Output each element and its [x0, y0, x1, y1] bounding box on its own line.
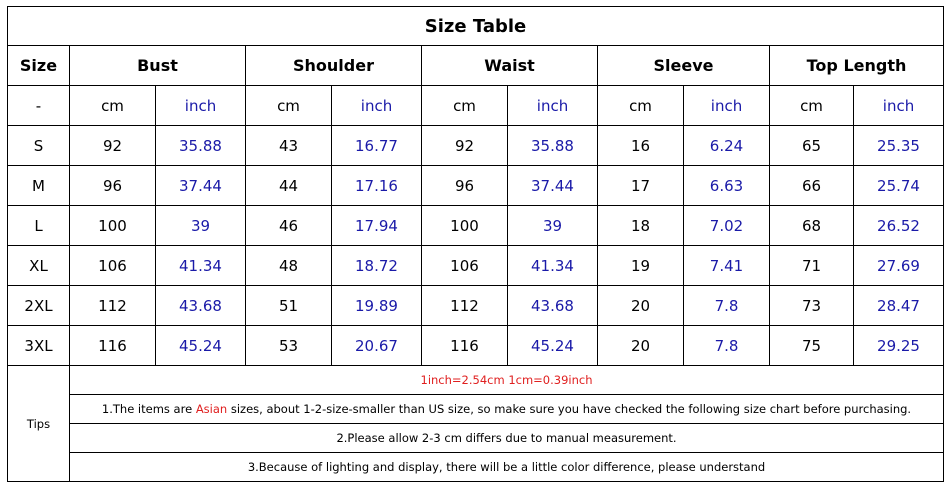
unit-inch: inch: [854, 86, 944, 126]
size-cell: XL: [8, 246, 70, 286]
sleeve-inch-cell: 7.8: [684, 286, 770, 326]
sleeve-inch-cell: 7.8: [684, 326, 770, 366]
sleeve-cm-cell: 18: [598, 206, 684, 246]
length-inch-cell: 26.52: [854, 206, 944, 246]
unit-size: -: [8, 86, 70, 126]
sleeve-cm-cell: 19: [598, 246, 684, 286]
conversion-note: 1inch=2.54cm 1cm=0.39inch: [70, 366, 944, 395]
bust-cm-cell: 106: [70, 246, 156, 286]
header-size: Size: [8, 46, 70, 86]
header-waist: Waist: [422, 46, 598, 86]
length-cm-cell: 65: [770, 126, 854, 166]
header-shoulder: Shoulder: [246, 46, 422, 86]
bust-cm-cell: 96: [70, 166, 156, 206]
sleeve-cm-cell: 20: [598, 286, 684, 326]
waist-cm-cell: 116: [422, 326, 508, 366]
tip-1-highlight: Asian: [195, 402, 228, 416]
waist-inch-cell: 45.24: [508, 326, 598, 366]
table-row: [8, 126, 944, 166]
tips-row: [8, 453, 944, 482]
sleeve-cm-cell: 16: [598, 126, 684, 166]
sleeve-inch-cell: 6.63: [684, 166, 770, 206]
shoulder-cm-cell: 44: [246, 166, 332, 206]
tip-1-before: 1.The items are: [101, 402, 196, 416]
tip-3: 3.Because of lighting and display, there will be a little color difference, please understand: [70, 453, 944, 482]
sleeve-cm-cell: 17: [598, 166, 684, 206]
waist-inch-cell: 43.68: [508, 286, 598, 326]
shoulder-inch-cell: 20.67: [332, 326, 422, 366]
size-table: [7, 6, 944, 482]
bust-inch-cell: 37.44: [156, 166, 246, 206]
length-cm-cell: 75: [770, 326, 854, 366]
table-row: [8, 166, 944, 206]
length-inch-cell: 25.35: [854, 126, 944, 166]
header-sleeve: Sleeve: [598, 46, 770, 86]
length-inch-cell: 28.47: [854, 286, 944, 326]
shoulder-cm-cell: 46: [246, 206, 332, 246]
bust-cm-cell: 100: [70, 206, 156, 246]
unit-inch: inch: [508, 86, 598, 126]
shoulder-cm-cell: 48: [246, 246, 332, 286]
tips-row: [8, 366, 944, 395]
length-inch-cell: 27.69: [854, 246, 944, 286]
bust-cm-cell: 92: [70, 126, 156, 166]
table-row: [8, 326, 944, 366]
bust-inch-cell: 45.24: [156, 326, 246, 366]
unit-inch: inch: [156, 86, 246, 126]
length-cm-cell: 73: [770, 286, 854, 326]
tips-label: Tips: [8, 366, 70, 482]
unit-cm: cm: [770, 86, 854, 126]
shoulder-cm-cell: 53: [246, 326, 332, 366]
waist-inch-cell: 41.34: [508, 246, 598, 286]
shoulder-inch-cell: 18.72: [332, 246, 422, 286]
length-cm-cell: 66: [770, 166, 854, 206]
tips-row: [8, 395, 944, 424]
waist-inch-cell: 39: [508, 206, 598, 246]
units-row: [8, 86, 944, 126]
bust-inch-cell: 35.88: [156, 126, 246, 166]
waist-inch-cell: 35.88: [508, 126, 598, 166]
bust-inch-cell: 39: [156, 206, 246, 246]
sleeve-inch-cell: 7.02: [684, 206, 770, 246]
size-cell: S: [8, 126, 70, 166]
tip-2: 2.Please allow 2-3 cm differs due to manual measurement.: [70, 424, 944, 453]
size-cell: M: [8, 166, 70, 206]
table-title: Size Table: [8, 7, 944, 46]
waist-inch-cell: 37.44: [508, 166, 598, 206]
tips-row: [8, 424, 944, 453]
waist-cm-cell: 112: [422, 286, 508, 326]
length-cm-cell: 71: [770, 246, 854, 286]
waist-cm-cell: 96: [422, 166, 508, 206]
unit-cm: cm: [422, 86, 508, 126]
header-bust: Bust: [70, 46, 246, 86]
bust-inch-cell: 43.68: [156, 286, 246, 326]
shoulder-inch-cell: 19.89: [332, 286, 422, 326]
sleeve-inch-cell: 6.24: [684, 126, 770, 166]
shoulder-cm-cell: 51: [246, 286, 332, 326]
unit-inch: inch: [332, 86, 422, 126]
waist-cm-cell: 92: [422, 126, 508, 166]
bust-inch-cell: 41.34: [156, 246, 246, 286]
tip-1: [70, 395, 944, 424]
length-cm-cell: 68: [770, 206, 854, 246]
length-inch-cell: 25.74: [854, 166, 944, 206]
size-cell: 3XL: [8, 326, 70, 366]
size-cell: L: [8, 206, 70, 246]
waist-cm-cell: 100: [422, 206, 508, 246]
waist-cm-cell: 106: [422, 246, 508, 286]
sleeve-cm-cell: 20: [598, 326, 684, 366]
size-table-container: [7, 6, 943, 482]
table-row: [8, 206, 944, 246]
table-row: [8, 286, 944, 326]
shoulder-inch-cell: 17.16: [332, 166, 422, 206]
size-cell: 2XL: [8, 286, 70, 326]
header-row: [8, 46, 944, 86]
unit-cm: cm: [598, 86, 684, 126]
header-top-length: Top Length: [770, 46, 944, 86]
bust-cm-cell: 112: [70, 286, 156, 326]
unit-cm: cm: [246, 86, 332, 126]
length-inch-cell: 29.25: [854, 326, 944, 366]
shoulder-inch-cell: 17.94: [332, 206, 422, 246]
bust-cm-cell: 116: [70, 326, 156, 366]
unit-inch: inch: [684, 86, 770, 126]
shoulder-inch-cell: 16.77: [332, 126, 422, 166]
tip-1-after: sizes, about 1-2-size-smaller than US size, so make sure you have checked the following size chart before purchasing.: [227, 402, 912, 416]
unit-cm: cm: [70, 86, 156, 126]
sleeve-inch-cell: 7.41: [684, 246, 770, 286]
table-row: [8, 246, 944, 286]
shoulder-cm-cell: 43: [246, 126, 332, 166]
